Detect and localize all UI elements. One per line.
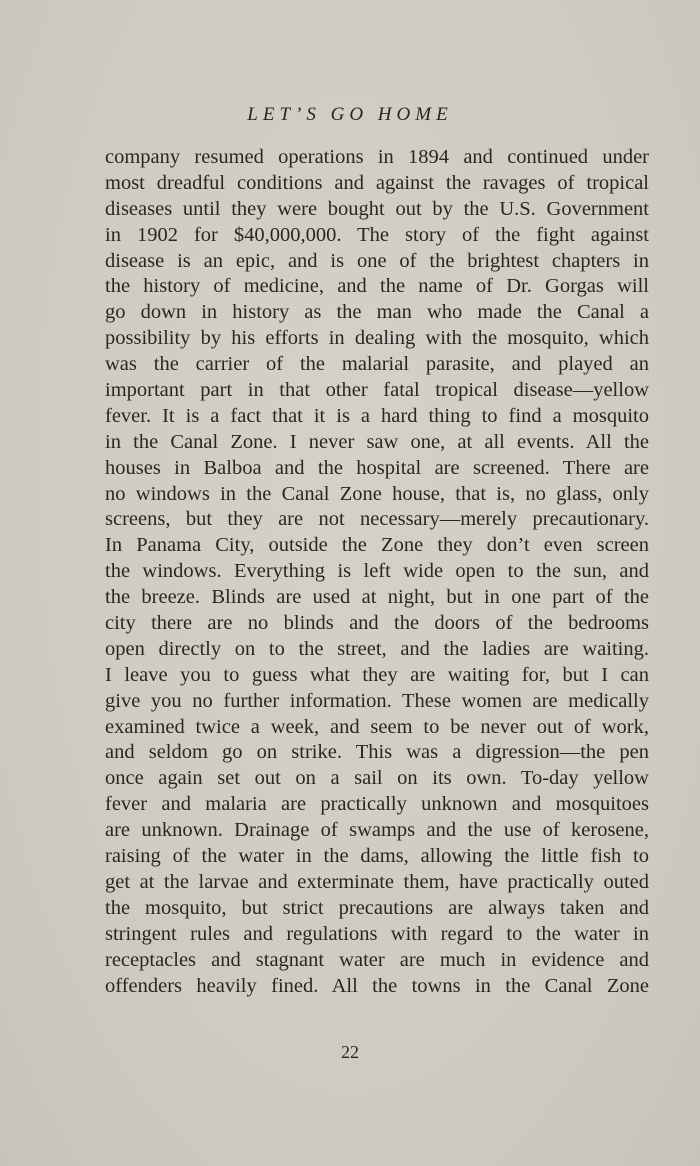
text-line: and seldom go on strike. This was a digression—the pen [105, 741, 649, 764]
text-line: diseases until they were bought out by the U.S. Government [105, 197, 649, 220]
text-line: once again set out on a sail on its own. To-day yellow [105, 767, 649, 790]
text-line: disease is an epic, and is one of the brightest chapters in [105, 249, 649, 272]
body-text [105, 145, 649, 999]
text-line: city there are no blinds and the doors of the bedrooms [105, 612, 649, 635]
text-line: receptacles and stagnant water are much in evidence and [105, 948, 649, 971]
text-line: In Panama City, outside the Zone they don’t even screen [105, 534, 649, 557]
text-line: possibility by his efforts in dealing with the mosquito, which [105, 327, 649, 350]
text-line: most dreadful conditions and against the ravages of tropical [105, 171, 649, 194]
page-number: 22 [341, 1042, 359, 1062]
text-line: the breeze. Blinds are used at night, but in one part of the [105, 586, 649, 609]
text-line: fever. It is a fact that it is a hard thing to find a mosquito [105, 404, 649, 427]
text-line: in the Canal Zone. I never saw one, at all events. All the [105, 430, 649, 453]
text-line: offenders heavily fined. All the towns in the Canal Zone [105, 974, 649, 997]
text-line: company resumed operations in 1894 and continued under [105, 146, 649, 168]
text-line: I leave you to guess what they are waiting for, but I can [105, 663, 649, 686]
text-line: the history of medicine, and the name of Dr. Gorgas will [105, 275, 649, 298]
text-line: in 1902 for $40,000,000. The story of the fight against [105, 223, 649, 246]
text-line: no windows in the Canal Zone house, that is, no glass, only [105, 482, 649, 505]
text-line: go down in history as the man who made the Canal a [105, 301, 649, 324]
text-line: get at the larvae and exterminate them, have practically outed [105, 870, 649, 893]
running-head: LET’S GO HOME [247, 104, 453, 125]
text-line: was the carrier of the malarial parasite, and played an [105, 353, 649, 376]
text-line: raising of the water in the dams, allowing the little fish to [105, 845, 649, 868]
text-line: houses in Balboa and the hospital are screened. There are [105, 456, 649, 479]
text-line: screens, but they are not necessary—merely precautionary. [105, 508, 649, 531]
text-line: fever and malaria are practically unknown and mosquitoes [105, 793, 649, 816]
text-line: give you no further information. These women are medically [105, 689, 649, 712]
text-line: important part in that other fatal tropical disease—yellow [105, 379, 649, 402]
text-line: examined twice a week, and seem to be never out of work, [105, 715, 649, 738]
text-line: open directly on to the street, and the ladies are waiting. [105, 637, 649, 660]
text-line: stringent rules and regulations with regard to the water in [105, 922, 649, 945]
text-line: are unknown. Drainage of swamps and the use of kerosene, [105, 819, 649, 842]
text-line: the windows. Everything is left wide open to the sun, and [105, 560, 649, 583]
text-line: the mosquito, but strict precautions are always taken and [105, 896, 649, 919]
